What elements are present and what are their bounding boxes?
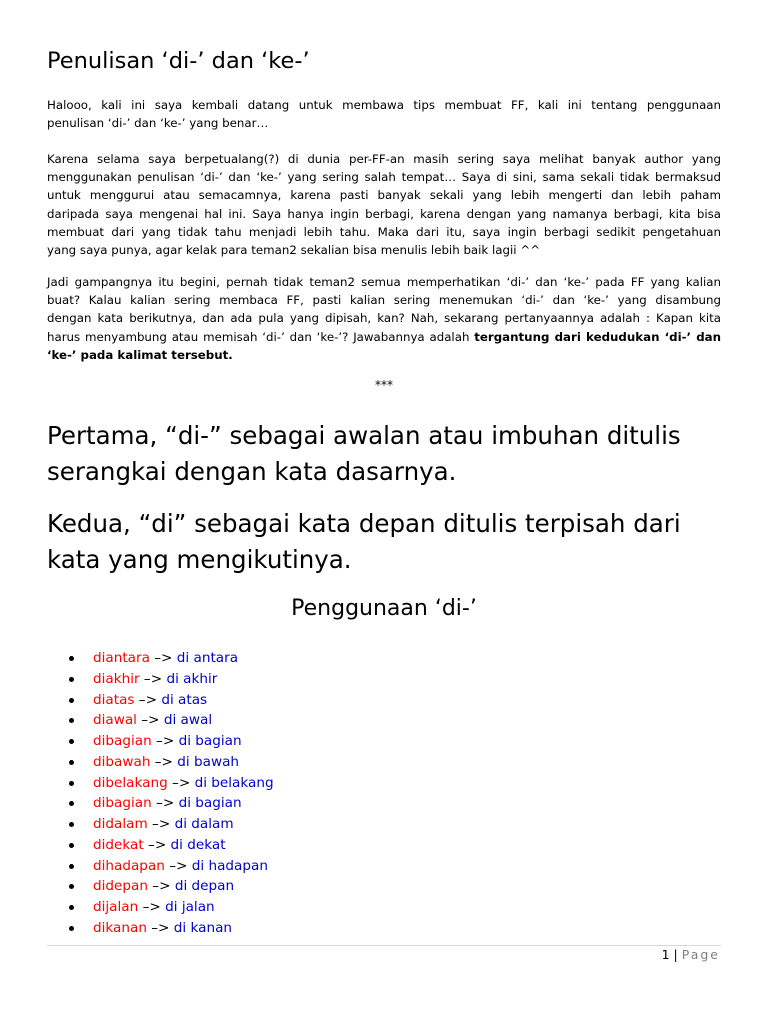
list-item [47, 897, 274, 918]
paragraph-line: Karena selama saya berpetualang(?) di dunia per-FF-an masih sering saya melihat banyak author yang [47, 152, 721, 166]
paragraph-line: dengan kata berikutnya, dan ada pula yang dipisah, kan? Nah, sekarang pertanyaannya adalah : Kapan kita [47, 311, 721, 326]
correct-form: di akhir [166, 670, 218, 687]
correct-form: di antara [176, 650, 239, 666]
arrow-text: –> [147, 878, 175, 895]
paragraph-line [47, 328, 721, 346]
list-item [47, 814, 274, 835]
bullet-icon [69, 843, 74, 848]
footer-separator: | [669, 947, 682, 962]
page-footer [662, 947, 720, 962]
bullet-icon [69, 884, 74, 889]
intro-paragraph [47, 96, 721, 132]
arrow-text: –> [143, 836, 171, 853]
list-item [47, 690, 274, 711]
incorrect-form: diakhir [93, 670, 140, 687]
incorrect-form: diawal [93, 712, 137, 729]
bullet-icon [69, 760, 74, 765]
incorrect-form: dibagian [93, 795, 152, 812]
paragraph-text: harus menyambung atau memisah ‘di-’ dan ‘ke-’? Jawabannya adalah [47, 329, 475, 344]
footer-divider [47, 945, 721, 946]
correct-form: di awal [163, 712, 213, 729]
bold-answer: ‘ke-’ pada kalimat tersebut. [47, 347, 233, 362]
heading-line: kata yang mengikutinya. [47, 545, 352, 574]
usage-list [47, 648, 274, 939]
incorrect-form: didalam [93, 816, 148, 832]
bullet-icon [69, 801, 74, 806]
page-number: 1 [661, 947, 670, 962]
list-item [47, 773, 274, 794]
bullet-icon [69, 677, 74, 682]
section-title: Penggunaan ‘di-’ [291, 596, 477, 621]
list-item [47, 835, 274, 856]
incorrect-form: dihadapan [93, 857, 165, 874]
list-item [47, 669, 274, 690]
list-item [47, 752, 274, 773]
arrow-text: –> [164, 857, 192, 874]
bullet-icon [69, 739, 74, 744]
heading-line: Pertama, “di-” sebagai awalan atau imbuhan ditulis [47, 421, 681, 450]
incorrect-form: dijalan [93, 899, 139, 915]
arrow-text: –> [139, 670, 167, 687]
heading-pertama [47, 418, 747, 490]
list-item [47, 648, 274, 669]
correct-form: di dalam [174, 816, 234, 832]
paragraph-line: yang saya punya, agar kelak para teman2 sekalian bisa menulis lebih baik lagii ^^ [47, 243, 541, 258]
bullet-icon [69, 781, 74, 786]
paragraph-line: untuk menggurui atau semacamnya, karena pasti banyak sekali yang lebih mengerti dan lebih paham [47, 188, 721, 203]
incorrect-form: dikanan [93, 919, 147, 936]
incorrect-form: dibelakang [93, 774, 168, 791]
paragraph-line: penulisan ‘di-’ dan ‘ke-’ yang benar… [47, 116, 269, 131]
paragraph-line: Halooo, kali ini saya kembali datang untuk membawa tips membuat FF, kali ini tentang penggunaan [47, 98, 721, 112]
heading-line: Kedua, “di” sebagai kata depan ditulis terpisah dari [47, 509, 681, 538]
correct-form: di kanan [173, 919, 233, 936]
correct-form: di atas [161, 691, 208, 708]
arrow-text: –> [146, 919, 174, 936]
bullet-icon [69, 718, 74, 723]
bullet-icon [69, 926, 74, 931]
document-title: Penulisan ‘di-’ dan ‘ke-’ [47, 48, 310, 74]
correct-form: di belakang [194, 774, 274, 791]
bullet-icon [69, 656, 74, 661]
correct-form: di bagian [178, 733, 242, 749]
question-paragraph [47, 273, 721, 364]
bullet-icon [69, 822, 74, 827]
paragraph-line: membuat dari yang tidak tahu menjadi lebih tahu. Maka dari itu, saya ingin berbagi sedikit pengetahuan [47, 224, 721, 239]
heading-line: serangkai dengan kata dasarnya. [47, 457, 457, 486]
correct-form: di depan [174, 878, 235, 895]
bullet-icon [69, 698, 74, 703]
paragraph-line: daripada saya mengenai hal ini. Saya hanya ingin berbagi, karena dengan yang namanya berbagi, kita bisa [47, 206, 721, 221]
list-item [47, 731, 274, 752]
correct-form: di dekat [170, 836, 226, 853]
incorrect-form: diatas [93, 691, 135, 708]
heading-kedua [47, 506, 747, 578]
paragraph-line: menggunakan penulisan ‘di-’ dan ‘ke-’ yang sering salah tempat… Saya di sini, sama sekali tidak bermaksud [47, 170, 721, 185]
list-item [47, 876, 274, 897]
arrow-text: –> [150, 753, 178, 770]
arrow-text: –> [147, 816, 175, 832]
correct-form: di jalan [165, 899, 215, 915]
list-item [47, 793, 274, 814]
reason-paragraph [47, 150, 721, 259]
arrow-text: –> [149, 650, 177, 666]
page-label: Page [681, 947, 720, 962]
correct-form: di bawah [177, 753, 240, 770]
correct-form: di bagian [178, 795, 242, 812]
arrow-text: –> [138, 899, 166, 915]
incorrect-form: didekat [93, 836, 144, 853]
separator-stars: *** [375, 378, 393, 392]
bullet-icon [69, 905, 74, 910]
incorrect-form: dibawah [93, 753, 151, 770]
correct-form: di hadapan [191, 857, 268, 874]
paragraph-line: Jadi gampangnya itu begini, pernah tidak teman2 semua memperhatikan ‘di-’ dan ‘ke-’ pada FF yang kalian [47, 275, 721, 289]
arrow-text: –> [134, 691, 162, 708]
bold-answer: tergantung dari kedudukan ‘di-’ dan [474, 329, 721, 344]
incorrect-form: didepan [93, 878, 148, 895]
arrow-text: –> [151, 733, 179, 749]
arrow-text: –> [151, 795, 179, 812]
arrow-text: –> [136, 712, 164, 729]
bullet-icon [69, 864, 74, 869]
arrow-text: –> [167, 774, 195, 791]
list-item [47, 710, 274, 731]
paragraph-line: buat? Kalau kalian sering membaca FF, pasti kalian sering menemukan ‘di-’ dan ‘ke-’ yang disambung [47, 293, 721, 308]
incorrect-form: dibagian [93, 733, 152, 749]
incorrect-form: diantara [93, 650, 150, 666]
paragraph-line [47, 346, 721, 364]
list-item [47, 856, 274, 877]
list-item [47, 918, 274, 939]
